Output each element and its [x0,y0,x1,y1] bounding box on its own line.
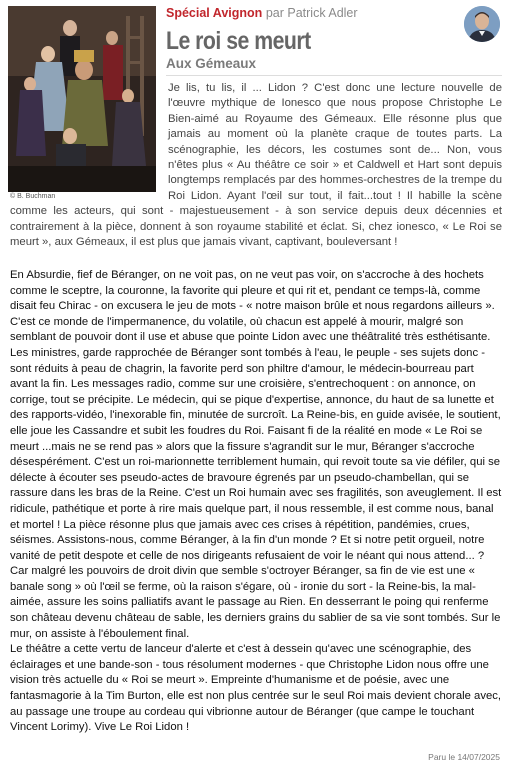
author-avatar[interactable] [464,6,500,42]
header-divider [166,75,502,76]
article-body [10,268,502,736]
photo-credit: © B. Buchman [10,193,56,200]
body-paragraph: Le théâtre a cette vertu de lanceur d'alerte et c'est à dessein qu'avec une scénographie, des éclairages et une bande-son - tous résolument modernes - que Christophe Lidon nous offre une vision très actuelle du « Roi se meurt ». Empreinte d'humanisme et de poésie, avec une fantasmagorie à la Tim Burton, elle est non plus centrée sur le seul Roi mais devient chorale avec, au passage une troupe au cordeau qui vibrionne autour de Béranger (que campe le touchant Vincent Lorimy). Vive Le Roi Lidon ! [10,643,502,734]
publication-date: Paru le 14/07/2025 [428,752,500,762]
article-title: Le roi se meurt [166,27,311,55]
body-paragraph: En Absurdie, fief de Béranger, on ne voit pas, on ne veut pas voir, on s'accroche à des hochets comme le sceptre, la couronne, la favorite qui pleure et qui rit et, pendant ce temps-là, comme disait feu Chirac - on excusera le jeu de mots - « notre maison brûle et nous regardons ailleurs ». C'est ce monde de l'impermanence, du volatile, où chacun est appelé à mourir, malgré son semblant de pouvoir dont il use et abuse que pointe Lidon avec une théâtralité très esthétisante. Les ministres, garde rapprochée de Béranger sont tombés à l'eau, le peuple - ses sujets donc - sont réduits à peau de chagrin, la favorite perd son philtre d'amour, le médecin-bourreau part avant la fin. Les messages radio, comme sur une croisière, s'entrechoquent : on annonce, on corrige, tout se précipite. Le médecin, qui se pique d'expertise, annonce, du haut de sa lunette et des rapports-vidéo, l'inexorable fin, minutée de surcroît. La Reine-bis, en guide avisée, le soutient, elle joue les Cassandre et subit les foudres du Roi. Faisant fi de la réalité en mode « Le Roi se meurt ...mais ne se rend pas » alors que la fissure s'agrandit sur le mur, Béranger s'accroche désespérément. C'est un roi-marionnette terriblement humain, qui revoit toute sa vie défiler, qui se délecte à écouter ses pseudo-actes de bravoure égrenés par un pseudo-chambellan, qui se rassure dans les bras de la Reine. C'est un Roi humain avec ses fragilités, son aveuglement. Il est ridicule, pathétique et porte à rire mais quelque part, il nous ressemble, il est comme nous, banal et mortel ! La pièce résonne plus que jamais avec ces crises à répétition, pandémies, crues, séismes. Assistons-nous, comme Béranger, à la fin d'un monde ? Et si notre petit orgueil, notre vanité de petit despote et celle de nos dirigeants refusaient de voir le néant qui nous attend... ? Car malgré les pouvoirs de droit divin que semble s'octroyer Béranger, sa fin de vie est une « banale song » où l'œil se ferme, où la raison s'égare, où - ironie du sort - la Reine-bis, la mal-aimée, assure les soins palliatifs avant le passage au Rien. En desserrant le poing qui renferme son château devenu château de sable, les derniers grains du sablier de sa vie sont tombés. Sur le mur, on assiste à l'éboulement final. [10,269,502,640]
lead-text: Je lis, tu lis, il ... Lidon ? C'est donc une lecture nouvelle de l'œuvre mythique de Ionesco que nous propose Christophe Le Bien-aimé au Royaume des Gémeaux. Elle résonne plus que jamais au moment où la planète craque de toutes parts. La scénographie, les décors, les costumes sont de... Non, vous n'êtes plus « Au théâtre ce soir » et Caldwell et Hart sont depuis longtemps remplacés par des hommes-orchestres de la trempe du Roi Lidon. Ayant l'œil sur tout, il fait...tout ! Il habille la scène comme les acteurs, qui sont - majestueusement - à son service depuis deux décennies et contrairement à la pièce, donnent à son royaume stabilité et éclat. Si, chez ionesco, « Le Roi se meurt », aux Gémeaux, il est plus que jamais vivant, captivant, bouleversant ! [10,82,502,249]
author-portrait-icon [464,6,500,42]
article-subtitle: Aux Gémeaux [166,56,257,71]
article-header [166,6,358,21]
author-prefix: par [265,6,284,20]
author-name[interactable]: Patrick Adler [287,6,358,20]
article-lead [10,81,502,250]
section-label[interactable]: Spécial Avignon [166,6,263,20]
